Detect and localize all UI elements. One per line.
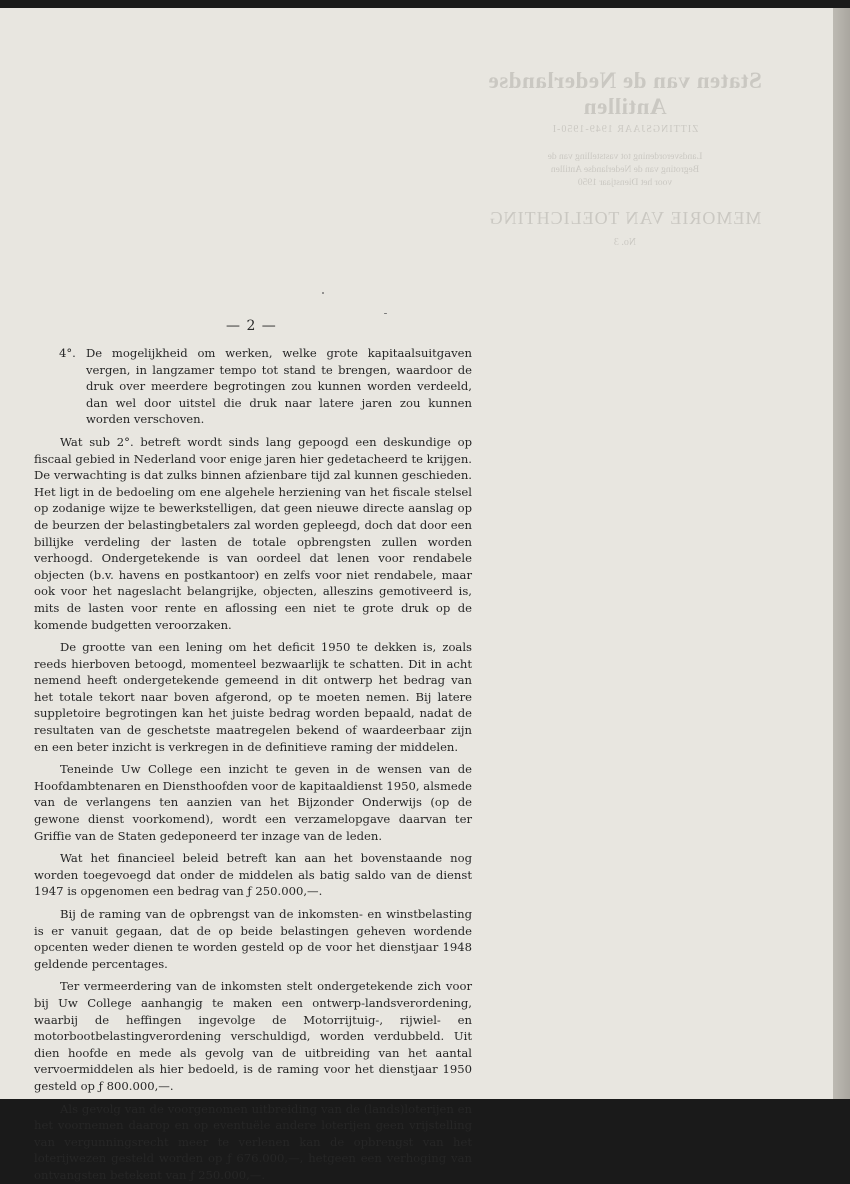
bleed-through-title: Staten van de Nederlandse Antillen [488, 68, 762, 119]
paragraph: Bij de raming van de opbrengst van de inkomsten- en winstbelasting is er vanuit gegaan, dat de op beide belastingen geheven wordende opcenten weder dienen te worden gesteld op de voor het dienstjaar 1948 geldende percentages. [34, 907, 472, 971]
bleed-through-header [470, 68, 780, 248]
bleed-through-heading: MEMORIE VAN TOELICHTING [488, 208, 762, 228]
bleed-through-session: ZITTINGSJAAR 1949-1950-I [551, 124, 699, 135]
paragraph: Wat het financieel beleid betreft kan aan het bovenstaande nog worden toegevoegd dat onder de middelen als batig saldo van de dienst 1947 is opgenomen een bedrag van ƒ 250.000,—. [34, 851, 472, 899]
paper-speck [322, 292, 324, 294]
page-number: — 2 — [226, 318, 277, 334]
body-text [34, 345, 472, 1184]
paragraph: De grootte van een lening om het deficit 1950 te dekken is, zoals reeds hierboven betoogd, momenteel bezwaarlijk te schatten. Dit in acht nemend heeft ondergetekende gemeend in dit ontwerp het bedrag van het totale tekort naar boven afgerond, op te moeten nemen. Bij latere suppletoire begrotingen kan het juiste bedrag worden bepaald, nadat de resultaten van de geschetste maatregelen bekend of waardeerbaar zijn en een beter inzicht is verkregen in de definitieve raming der middelen. [34, 640, 472, 754]
item-text: De mogelijkheid om werken, welke grote kapitaalsuitgaven vergen, in langzamer tempo tot stand te brengen, waardoor de druk over meerdere begrotingen zou kunnen worden verdeeld, dan wel door uitstel die druk naar latere jaren zou kunnen worden verschoven. [86, 346, 472, 427]
document-page [0, 8, 833, 1182]
bleed-through-subtitle: Landsverordening tot vaststelling van de Begroting van de Nederlandse Antillen voor het Dienstjaar 1950 [547, 152, 703, 188]
page-edge [833, 8, 850, 1099]
paragraph: Teneinde Uw College een inzicht te geven in de wensen van de Hoofdambtenaren en Diensthoofden voor de kapitaaldienst 1950, alsmede van de verlangens ten aanzien van het Bijzonder Onderwijs (op de gewone dienst voorkomend), wordt een verzamelopgave daarvan ter Griffie van de Staten gedeponeerd ter inzage van de leden. [34, 762, 472, 843]
paragraph: Als gevolg van de voorgenomen uitbreiding van de (lands)loterijen en het voornemen daarop en op eventuële andere loterijen geen vrijstelling van vergunningsrecht meer te verlenen kan de opbrengst van het loterijwezen gesteld worden op ƒ 676.000,—, hetgeen een verhoging van ontvangsten betekent van ƒ 250.000,—. [34, 1101, 472, 1182]
paragraph: Ter vermeerdering van de inkomsten stelt ondergetekende zich voor bij Uw College aanhangig te maken een ontwerp-landsverordening, waarbij de heffingen ingevolge de Motorrijtuig-, rijwiel- en motorbootbelastingverordening verschuldigd, worden verdubbeld. Uit dien hoofde en mede als gevolg van de uitbreiding van het aantal vervoermiddelen als hier bedoeld, is de raming voor het dienstjaar 1950 gesteld op ƒ 800.000,—. [34, 979, 472, 1093]
item-number: 4°. [59, 346, 76, 360]
numbered-item [34, 345, 472, 428]
paragraph: Wat sub 2°. betreft wordt sinds lang gepoogd een deskundige op fiscaal gebied in Nederland voor enige jaren hier gedetacheerd te krijgen. De verwachting is dat zulks binnen afzienbare tijd zal kunnen geschieden. Het ligt in de bedoeling om ene algehele herziening van het fiscale stelsel op zodanige wijze te bewerkstelligen, dat geen nieuwe directe aanslag op de beurzen der belastingbetalers zal worden gepleegd, doch dat door een billijke verdeling der lasten de totale opbrengsten zullen worden verhoogd. Ondergetekende is van oordeel dat lenen voor rendabele objecten (b.v. havens en postkantoor) en zelfs voor niet rendabele, maar ook voor het nageslacht belangrijke, objecten, alleszins gemotiveerd is, mits de lasten voor rente en aflossing een niet te grote druk op de komende budgetten veroorzaken. [34, 434, 472, 632]
bleed-through-number: No. 3 [613, 237, 637, 248]
paper-speck [384, 313, 387, 314]
